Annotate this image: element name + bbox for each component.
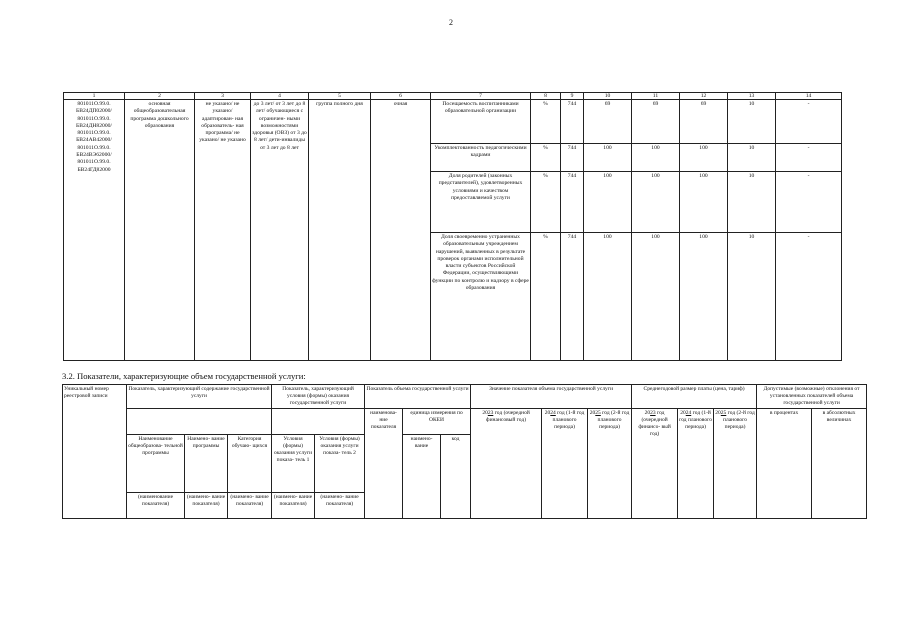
volume-indicators-table bbox=[62, 384, 867, 519]
table-row bbox=[64, 100, 842, 144]
value-cell: 100 bbox=[584, 172, 632, 233]
year-prefix: 20 bbox=[644, 410, 651, 416]
year-label: год (1-й год планового периода) bbox=[679, 410, 712, 430]
value-cell: - bbox=[776, 233, 842, 361]
column-number: 2 bbox=[125, 93, 195, 100]
value-cell: - bbox=[776, 172, 842, 233]
header-average-price: Среднегодовой размер платы (цена, тариф) bbox=[632, 385, 757, 409]
year-label: год (1-й год планового периода) bbox=[552, 410, 585, 430]
condition-1: Условия (формы) оказания услуги показа- тель 1 bbox=[272, 435, 315, 493]
header-volume-value: Значение показателя объема государственной услуги bbox=[471, 385, 632, 409]
year-label: год (2-й год планового периода) bbox=[723, 410, 755, 430]
value-cell: 69 bbox=[584, 100, 632, 144]
column-number: 12 bbox=[680, 93, 728, 100]
year-number: 25 bbox=[720, 410, 727, 416]
value-cell: 10 bbox=[728, 172, 776, 233]
column-number: 5 bbox=[309, 93, 371, 100]
value-year-2 bbox=[542, 409, 588, 519]
value-cell: 100 bbox=[632, 144, 680, 172]
indicator-name: Доля родителей (законных представителей), удовлетворенных условиями и качеством предоставляемой услуги bbox=[431, 172, 531, 233]
value-cell: 69 bbox=[632, 100, 680, 144]
program-type-cell: не указано/ не указано/ адаптирован- ная образователь- ная программа/ не указано/ не указано bbox=[195, 100, 251, 361]
value-cell: 100 bbox=[632, 172, 680, 233]
group-type-cell: группа полного дня bbox=[309, 100, 371, 361]
year-label: год (очередной финансовый год) bbox=[486, 410, 530, 423]
okei-cell: 744 bbox=[561, 172, 584, 233]
content-program: Наимено- вание программы bbox=[185, 435, 228, 493]
content-category: Категория обучаю- щихся bbox=[228, 435, 272, 493]
quality-indicators-table bbox=[63, 92, 842, 361]
value-cell: 100 bbox=[680, 172, 728, 233]
code-line: 801011О.99.0. bbox=[77, 115, 111, 122]
sub-indicator-name: (наимено- вание показателя) bbox=[185, 493, 228, 519]
column-number: 8 bbox=[531, 93, 561, 100]
indicator-name: Укомплектованность педагогическими кадрами bbox=[431, 144, 531, 172]
value-cell: 100 bbox=[680, 233, 728, 361]
code-line: БВ24ДН82000/ bbox=[76, 122, 112, 129]
header-row bbox=[63, 385, 867, 409]
column-number: 11 bbox=[632, 93, 680, 100]
code-line: БВ24ДП02000/ bbox=[76, 108, 112, 115]
column-number: 7 bbox=[431, 93, 531, 100]
value-cell: 100 bbox=[680, 144, 728, 172]
content-program-name: Наименование общеобразова- тельной программы bbox=[127, 435, 185, 493]
indicator-name: Посещаемость воспитанниками образовательной организации bbox=[431, 100, 531, 144]
age-category-cell: до 3 лет/ от 3 лет до 8 лет/ обучающиеся с ограничен- ными возможностями здоровья (ОВЗ) от 3 до 8 лет/ дети-инвалиды от 3 лет до 8 лет bbox=[251, 100, 309, 361]
price-year-3 bbox=[714, 409, 757, 519]
value-cell: 69 bbox=[680, 100, 728, 144]
okei-cell: 744 bbox=[561, 144, 584, 172]
year-prefix: 20 bbox=[715, 410, 721, 416]
year-prefix: 20 bbox=[482, 410, 488, 416]
column-number: 3 bbox=[195, 93, 251, 100]
value-cell: 100 bbox=[632, 233, 680, 361]
header-condition-indicator: Показатель, характеризующий условия (формы) оказания государственной услуги bbox=[272, 385, 365, 409]
sub-indicator-name: (наименование показателя) bbox=[127, 493, 185, 519]
content-blank bbox=[127, 409, 272, 435]
value-cell: - bbox=[776, 100, 842, 144]
price-year-1 bbox=[632, 409, 678, 519]
okei-cell: 744 bbox=[561, 233, 584, 361]
code-line: 801011О.99.0. bbox=[77, 159, 111, 166]
deviation-percent: в процентах bbox=[757, 409, 812, 519]
unit-name-header: наимено- вание bbox=[403, 435, 441, 519]
year-label: год (2-й год планового периода) bbox=[597, 410, 630, 430]
code-line: 801011О.99.0. bbox=[77, 130, 111, 137]
condition-blank bbox=[272, 409, 365, 435]
value-cell: 100 bbox=[584, 233, 632, 361]
column-number: 1 bbox=[64, 93, 125, 100]
program-cell: основная общеобразовательная программа дошкольного образования bbox=[125, 100, 195, 361]
value-cell: 10 bbox=[728, 144, 776, 172]
year-prefix: 20 bbox=[544, 410, 551, 416]
price-year-2 bbox=[678, 409, 714, 519]
year-label: год (очередной финансо- вый год) bbox=[638, 410, 671, 437]
sub-indicator-name: (наимено- вание показателя) bbox=[315, 493, 365, 519]
okei-cell: 744 bbox=[561, 100, 584, 144]
header-volume-indicator: Показатель объема государственной услуги bbox=[365, 385, 471, 409]
header-allowed-deviation: Допустимые (возможные) отклонения от установленных показателей объема государственной услуги bbox=[757, 385, 867, 409]
value-cell: - bbox=[776, 144, 842, 172]
indicator-name: Доля своевременно устраненных образовательным учреждением нарушений, выявленных в результате проверок органами исполнительной власти субъектов Российской Федерации, осуществляющими функции по контролю и надзору в сфере образования bbox=[431, 233, 531, 361]
page-number: 2 bbox=[449, 18, 453, 27]
column-number: 10 bbox=[584, 93, 632, 100]
registry-codes bbox=[64, 100, 125, 361]
header-unique-number: Уникальный номер реестровой записи bbox=[63, 385, 127, 519]
value-cell: 100 bbox=[584, 144, 632, 172]
value-year-1 bbox=[471, 409, 542, 519]
year-prefix: 20 bbox=[589, 410, 596, 416]
code-line: БВ24АВ42000/ bbox=[76, 137, 112, 144]
form-cell: очная bbox=[371, 100, 431, 361]
year-prefix: 20 bbox=[680, 410, 686, 416]
column-number: 6 bbox=[371, 93, 431, 100]
unit-cell: % bbox=[531, 172, 561, 233]
year-number: 23 bbox=[650, 410, 656, 416]
section-title: 3.2. Показатели, характеризующие объем государственной услуги: bbox=[62, 371, 306, 381]
unit-cell: % bbox=[531, 144, 561, 172]
year-number: 24 bbox=[550, 410, 556, 416]
year-number: 24 bbox=[685, 410, 692, 416]
header-content-indicator: Показатель, характеризующий содержание государственной услуги bbox=[127, 385, 272, 409]
code-line: 801011О.99.0. bbox=[77, 101, 111, 107]
value-year-3 bbox=[588, 409, 632, 519]
volume-unit-header: единица измерения по ОКЕИ bbox=[403, 409, 471, 435]
column-number-row bbox=[64, 93, 842, 100]
deviation-absolute: в абсолютных величинах bbox=[812, 409, 867, 519]
value-cell: 10 bbox=[728, 100, 776, 144]
sub-indicator-name: (наимено- вание показателя) bbox=[272, 493, 315, 519]
code-line: БВ24ГД82000 bbox=[77, 166, 111, 173]
unit-cell: % bbox=[531, 233, 561, 361]
column-number: 9 bbox=[561, 93, 584, 100]
header-row bbox=[63, 409, 867, 435]
unit-code-header: код bbox=[441, 435, 471, 519]
column-number: 14 bbox=[776, 93, 842, 100]
code-line: БВ24ВЭ62000/ bbox=[76, 152, 112, 159]
year-number: 23 bbox=[487, 410, 494, 416]
column-number: 4 bbox=[251, 93, 309, 100]
volume-name-header: наименова- ние показателя bbox=[365, 409, 403, 519]
sub-indicator-name: (наимено- вание показателя) bbox=[228, 493, 272, 519]
column-number: 13 bbox=[728, 93, 776, 100]
code-line: 801011О.99.0. bbox=[77, 144, 111, 151]
year-number: 25 bbox=[595, 410, 601, 416]
unit-cell: % bbox=[531, 100, 561, 144]
value-cell: 10 bbox=[728, 233, 776, 361]
condition-2: Условия (формы) оказания услуги показа- тель 2 bbox=[315, 435, 365, 493]
